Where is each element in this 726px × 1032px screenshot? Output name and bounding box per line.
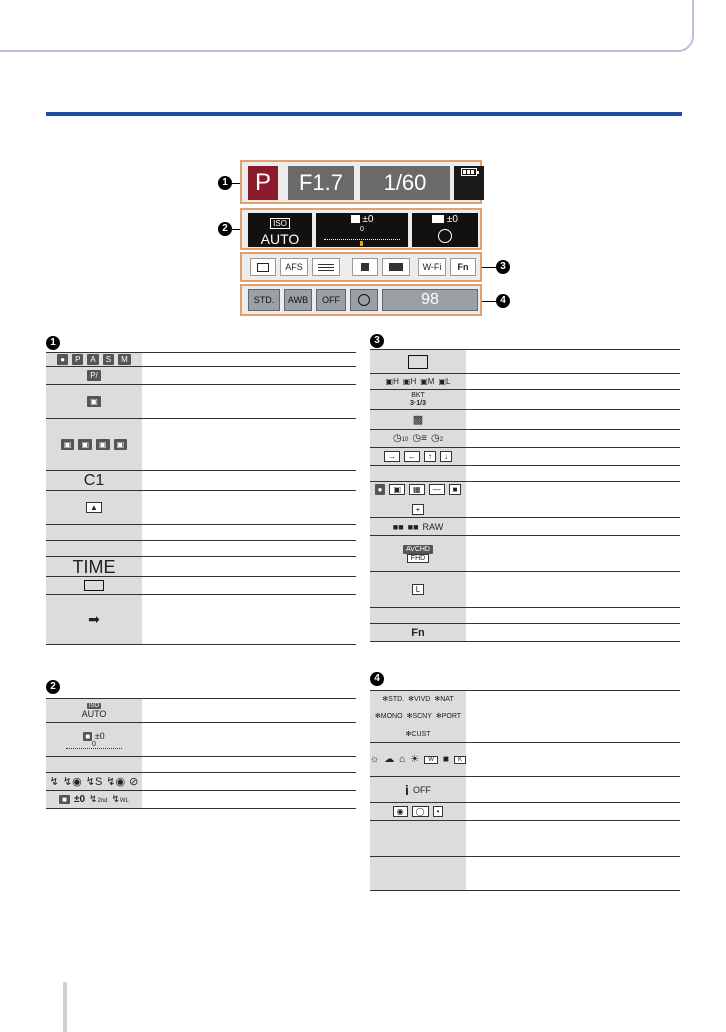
wifi-label: W-Fi — [418, 258, 446, 276]
mode-icons — [46, 353, 142, 366]
table-row — [370, 536, 680, 572]
section-2-table — [46, 698, 356, 809]
quality-icon — [352, 258, 378, 276]
section-3-table — [370, 349, 680, 642]
mode-p: P — [72, 354, 83, 365]
display-panel-4 — [240, 284, 482, 316]
table-row — [370, 691, 680, 743]
page-tab-frame — [0, 0, 694, 52]
table-row — [370, 803, 680, 821]
recording-mode-indicator: P — [248, 166, 278, 200]
section-4-table — [370, 690, 680, 891]
callout-2: 2 — [218, 222, 232, 236]
callout-1-line — [232, 183, 240, 184]
quality-icons: ■■ ■■ RAW — [370, 518, 466, 535]
iso-value: AUTO — [260, 231, 300, 247]
video-mode-icons: ▣ ▣ ▣ ▣ — [46, 419, 142, 470]
ia-off-label: OFF — [316, 289, 346, 311]
picture-size-icon — [382, 258, 410, 276]
table-row — [370, 777, 680, 803]
metering-mode-icon — [350, 289, 378, 311]
mode-a: A — [87, 354, 98, 365]
ia-mode-icon: ● — [57, 354, 68, 365]
table-row — [370, 743, 680, 777]
photo-style-icons: ✻STD. ✻VIVD ✻NAT ✻MONO ✻SCNY ✻PORT ✻CUST — [370, 691, 466, 742]
title-rule — [46, 112, 682, 116]
exposure-scale-zero: 0 — [360, 226, 364, 233]
ia-off-icon: i OFF — [370, 777, 466, 802]
section-4-heading — [370, 668, 384, 686]
shutter-speed-value: 1/60 — [360, 166, 450, 200]
recording-format-icon: AVCHD FHD — [370, 536, 466, 571]
table-row — [370, 857, 680, 891]
multi-shot-icon: ▩ — [370, 410, 466, 429]
section-1-number: 1 — [46, 336, 60, 350]
table-row — [370, 350, 680, 374]
table-row — [370, 608, 680, 624]
table-row — [46, 699, 356, 723]
af-area-icon — [312, 258, 340, 276]
self-timer-icons: ◷10 ◷≡ ◷2 — [370, 430, 466, 447]
section-1-heading — [46, 332, 60, 350]
callout-1: 1 — [218, 176, 232, 190]
callout-3-line — [482, 267, 496, 268]
program-shift-icon: P/ — [46, 367, 142, 384]
mode-s: S — [103, 354, 114, 365]
remaining-shots: 98 — [421, 291, 439, 308]
table-row — [370, 374, 680, 390]
flash-mode-icons: ↯ ↯◉ ↯S ↯◉ ⊘ — [46, 773, 142, 790]
table-row — [46, 791, 356, 809]
callout-4: 4 — [496, 294, 510, 308]
photo-style-label: STD. — [248, 289, 280, 311]
picture-size-icon: L — [370, 572, 466, 607]
empty-icon-cell — [46, 757, 142, 772]
display-panel-3 — [240, 252, 482, 282]
table-row — [370, 482, 680, 518]
section-4-number: 4 — [370, 672, 384, 686]
exposure-marker — [360, 241, 363, 246]
callout-3: 3 — [496, 260, 510, 274]
power-supply-icon: ➡ — [46, 595, 142, 644]
table-row — [370, 430, 680, 448]
creative-video-icon: ▣ — [46, 385, 142, 418]
display-panel-1 — [240, 160, 482, 204]
table-row — [46, 491, 356, 525]
section-2-heading — [46, 676, 60, 694]
callout-4-line — [482, 301, 496, 302]
flash-adjust-icons: ■ ±0 ↯2nd ↯WL — [46, 791, 142, 808]
exposure-comp-icon — [351, 215, 360, 223]
footer-rule — [63, 982, 67, 1032]
callout-2-line — [232, 229, 240, 230]
time-icon: TIME — [46, 557, 142, 576]
fn-icon: Fn — [370, 624, 466, 641]
table-row — [46, 385, 356, 419]
custom-mode-icon: C1 — [46, 471, 142, 490]
table-row — [46, 525, 356, 541]
exposure-comp-value: ±0 — [362, 214, 374, 225]
table-row — [46, 773, 356, 791]
table-row — [46, 367, 356, 385]
table-row — [46, 595, 356, 645]
table-row — [46, 419, 356, 471]
empty-icon-cell — [370, 857, 466, 890]
battery-icon — [454, 166, 484, 200]
section-3-heading — [370, 330, 384, 348]
table-row — [370, 821, 680, 857]
flash-off-icon — [438, 229, 452, 243]
table-row — [370, 410, 680, 430]
white-balance-label: AWB — [284, 289, 312, 311]
focus-mode-afs: AFS — [280, 258, 308, 276]
table-row — [370, 448, 680, 466]
metering-icons: ◉ ◯ • — [370, 803, 466, 820]
battery-level-icon — [46, 577, 142, 594]
flash-adjust-value: ±0 — [446, 214, 458, 225]
iso-auto-icon: ISO AUTO — [46, 699, 142, 722]
remaining-shots-box — [382, 289, 478, 311]
empty-icon-cell — [46, 525, 142, 540]
panorama-direction-icons: → ← ↑ ↓ — [370, 448, 466, 465]
table-row — [46, 557, 356, 577]
fn-button-label: Fn — [450, 258, 476, 276]
exposure-comp-icon: ■ ±0 0 — [46, 723, 142, 756]
table-row — [46, 577, 356, 595]
af-mode-icons: ● ▣ ▦ — ■ + — [370, 482, 466, 517]
exposure-scale — [324, 237, 400, 240]
section-3-number: 3 — [370, 334, 384, 348]
bracket-icon: BKT 3·1/3 — [370, 390, 466, 409]
table-row — [370, 466, 680, 482]
table-row — [46, 757, 356, 773]
scene-mode-icon: ▲ — [46, 491, 142, 524]
flash-adjust-icon — [432, 215, 444, 223]
exposure-comp-cell — [316, 213, 408, 247]
white-balance-icons: ☼ ☁ ⌂ ☀ W ■ K — [370, 743, 466, 776]
section-1-table — [46, 352, 356, 645]
table-row — [46, 353, 356, 367]
section-2-number: 2 — [46, 680, 60, 694]
table-row — [46, 471, 356, 491]
aperture-value: F1.7 — [288, 166, 354, 200]
table-row — [370, 390, 680, 410]
burst-icons: ▣H ▣H ▣M ▣L — [370, 374, 466, 389]
table-row — [46, 541, 356, 557]
table-row — [370, 518, 680, 536]
display-panel-2 — [240, 208, 482, 250]
empty-icon-cell — [370, 821, 466, 856]
table-row — [370, 572, 680, 608]
iso-cell — [248, 213, 312, 247]
empty-icon-cell — [46, 541, 142, 556]
mode-m: M — [118, 354, 131, 365]
drive-mode-icon — [250, 258, 276, 276]
single-drive-icon — [370, 350, 466, 373]
table-row — [370, 624, 680, 642]
table-row — [46, 723, 356, 757]
flash-cell — [412, 213, 478, 247]
empty-icon-cell — [370, 466, 466, 481]
iso-label: ISO — [270, 218, 290, 229]
empty-icon-cell — [370, 608, 466, 623]
